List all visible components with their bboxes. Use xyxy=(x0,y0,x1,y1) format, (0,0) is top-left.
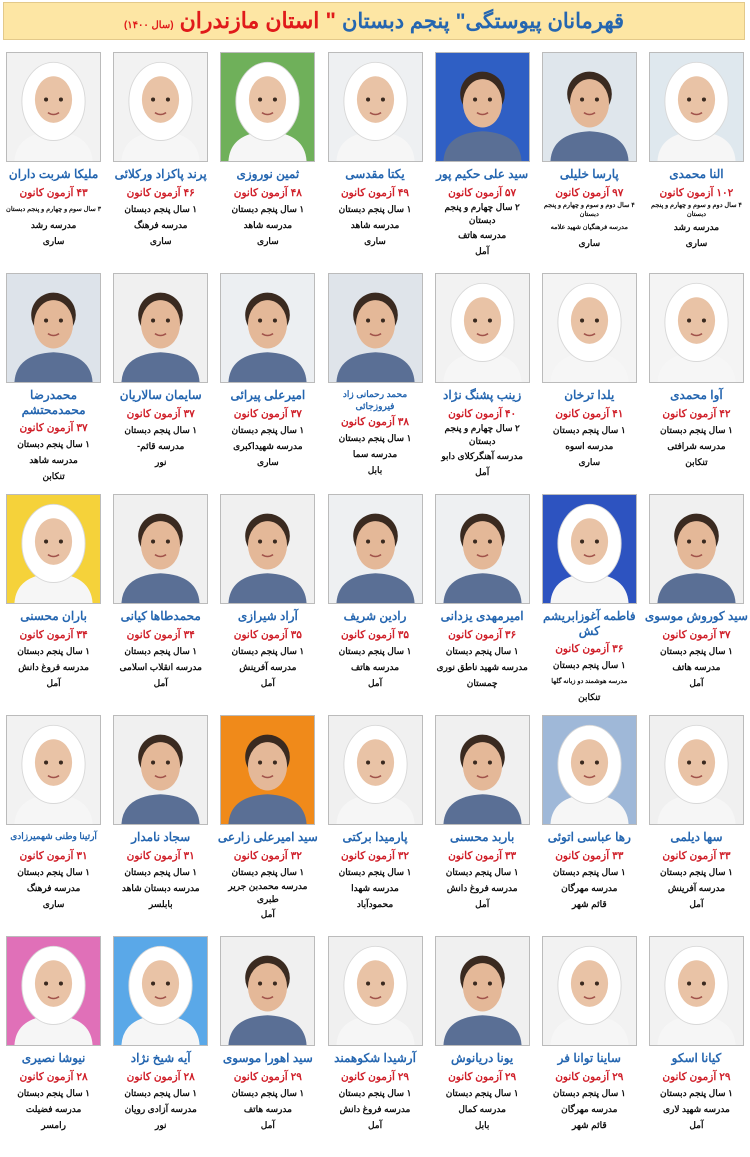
city-name: آمل xyxy=(475,898,490,909)
student-photo xyxy=(435,273,530,383)
student-name: سید کوروش موسوی xyxy=(644,609,748,623)
school-name: مدرسه فضیلت xyxy=(25,1103,82,1114)
exam-count: ۲۹ آزمون کانون xyxy=(448,1071,517,1083)
grade-years: ۱ سال پنجم دبستان xyxy=(552,1087,626,1098)
school-name: مدرسه فرهنگ xyxy=(26,882,81,893)
student-card xyxy=(643,936,750,1157)
city-name: آمل xyxy=(689,677,704,688)
student-card xyxy=(321,494,428,715)
city-name: آمل xyxy=(689,898,704,909)
city-name: رامسر xyxy=(41,1119,66,1130)
student-name: آراد شیرازی xyxy=(237,609,298,623)
exam-count: ۳۷ آزمون کانون xyxy=(19,422,88,434)
school-name: مدرسه محمدبن جریر طبری xyxy=(228,881,308,904)
student-card xyxy=(0,715,107,936)
city-name: آمل xyxy=(367,1119,383,1130)
student-photo xyxy=(542,494,637,604)
city-name: آمل xyxy=(475,245,490,256)
school-name: مدرسه مهرگان xyxy=(561,882,618,893)
student-name: یونا دریانوش xyxy=(451,1051,514,1065)
student-name: امیرعلی پیرائی xyxy=(230,388,306,402)
grade-years: ۱ سال پنجم دبستان xyxy=(17,1087,90,1098)
student-card xyxy=(536,936,643,1157)
school-name: مدرسه اسوه xyxy=(565,440,614,451)
city-name: آمل xyxy=(46,677,61,688)
student-photo xyxy=(649,273,744,383)
student-name: سید اهورا موسوی xyxy=(222,1051,313,1065)
exam-count: ۴۲ آزمون کانون xyxy=(662,408,731,420)
exam-count: ۳۶ آزمون کانون xyxy=(448,629,517,641)
student-card xyxy=(214,52,321,273)
school-name: مدرسه هوشمند دو زبانه گلها xyxy=(551,677,628,685)
student-card xyxy=(536,273,643,494)
exam-count: ۱۰۲ آزمون کانون xyxy=(659,187,734,199)
student-photo xyxy=(542,273,637,383)
student-photo xyxy=(542,715,637,825)
student-name: پارمیدا برکتی xyxy=(342,830,408,844)
school-name: مدرسه هاتف xyxy=(243,1103,292,1114)
student-card xyxy=(429,494,536,715)
student-card xyxy=(0,52,107,273)
student-photo xyxy=(435,715,530,825)
student-photo xyxy=(542,52,637,162)
student-name: رها عباسی اتوئی xyxy=(547,830,631,844)
student-card xyxy=(429,936,536,1157)
exam-count: ۴۰ آزمون کانون xyxy=(448,408,517,420)
student-name: سید علی حکیم پور xyxy=(436,167,529,181)
grade-years: ۱ سال پنجم دبستان xyxy=(124,424,198,435)
poster-title xyxy=(3,2,745,40)
exam-count: ۳۷ آزمون کانون xyxy=(233,408,302,420)
student-photo xyxy=(328,52,423,162)
school-name: مدرسه شاهد xyxy=(350,219,400,230)
school-name: مدرسه آفرینش xyxy=(239,661,297,672)
school-name: مدرسه رشد xyxy=(673,221,720,232)
student-name: ثمین نوروزی xyxy=(236,167,300,181)
city-name: ساری xyxy=(149,235,172,246)
exam-count: ۳۴ آزمون کانون xyxy=(19,629,88,641)
student-photo xyxy=(113,52,208,162)
student-name: سید امیرعلی زارعی xyxy=(217,830,318,844)
grade-years: ۱ سال پنجم دبستان xyxy=(17,438,90,449)
student-name: سجاد نامدار xyxy=(131,830,191,844)
student-photo xyxy=(328,273,423,383)
city-name: ساری xyxy=(578,456,601,467)
student-card xyxy=(429,715,536,936)
city-name: ساری xyxy=(364,235,386,246)
exam-count: ۳۲ آزمون کانون xyxy=(340,850,410,862)
student-card xyxy=(0,494,107,715)
grade-years: ۱ سال پنجم دبستان xyxy=(338,866,412,877)
student-name: محمدرضا محمدمحتشم xyxy=(21,388,86,417)
student-card xyxy=(107,52,214,273)
student-card xyxy=(643,715,750,936)
student-photo xyxy=(113,715,208,825)
grade-years: ۱ سال پنجم دبستان xyxy=(445,866,519,877)
school-name: مدرسه هاتف xyxy=(672,661,721,672)
student-name: پرند پاکزاد ورکلائی xyxy=(114,167,207,181)
city-name: محمودآباد xyxy=(356,898,394,909)
grade-years: ۱ سال پنجم دبستان xyxy=(231,1087,305,1098)
student-card xyxy=(214,273,321,494)
exam-count: ۳۶ آزمون کانون xyxy=(555,643,624,655)
student-card xyxy=(536,52,643,273)
exam-count: ۳۷ آزمون کانون xyxy=(662,629,731,641)
grade-years: ۱ سال پنجم دبستان xyxy=(124,203,198,214)
student-photo xyxy=(649,936,744,1046)
student-photo xyxy=(6,715,101,825)
exam-count: ۲۹ آزمون کانون xyxy=(233,1071,302,1083)
student-name: امیرمهدی یزدانی xyxy=(440,609,524,623)
students-grid xyxy=(0,52,750,1157)
student-name: ساینا توانا فر xyxy=(557,1051,621,1065)
city-name: بابلسر xyxy=(148,898,173,909)
student-card xyxy=(429,52,536,273)
city-name: بابل xyxy=(474,1119,490,1130)
student-card xyxy=(0,273,107,494)
grade-years: ۱ سال پنجم دبستان xyxy=(660,424,733,435)
city-name: چمستان xyxy=(466,677,498,688)
student-card xyxy=(643,273,750,494)
school-name: مدرسه هاتف xyxy=(350,661,400,672)
grade-years: ۱ سال پنجم دبستان xyxy=(552,659,626,670)
student-photo xyxy=(328,715,423,825)
school-name: مدرسه سما xyxy=(352,448,398,459)
exam-count: ۲۸ آزمون کانون xyxy=(19,1071,88,1083)
grade-years: ۲ سال چهارم و پنجم دبستان xyxy=(444,202,520,225)
student-name: سها دیلمی xyxy=(670,830,723,844)
student-name: یلدا ترخان xyxy=(564,388,615,402)
school-name: مدرسه فروغ دانش xyxy=(339,1103,411,1114)
student-card xyxy=(214,936,321,1157)
student-name: آیه شیخ نژاد xyxy=(130,1051,191,1065)
grade-years: ۱ سال پنجم دبستان xyxy=(660,645,733,656)
student-name: باران محسنی xyxy=(20,609,87,623)
student-name: آرتینا وطنی شهمیرزادی xyxy=(10,831,97,841)
exam-count: ۳۵ آزمون کانون xyxy=(233,629,302,641)
grade-years: ۱ سال پنجم دبستان xyxy=(552,424,626,435)
exam-count: ۳۲ آزمون کانون xyxy=(233,850,302,862)
city-name: ساری xyxy=(257,456,279,467)
city-name: بابل xyxy=(367,464,383,475)
student-card xyxy=(536,494,643,715)
school-name: مدرسه شهید لاری xyxy=(662,1103,730,1114)
exam-count: ۳۳ آزمون کانون xyxy=(662,850,731,862)
student-photo xyxy=(220,52,315,162)
student-photo xyxy=(542,936,637,1046)
grade-years: ۱ سال پنجم دبستان xyxy=(338,203,412,214)
city-name: آمل xyxy=(153,677,168,688)
exam-count: ۳۳ آزمون کانون xyxy=(448,850,517,862)
student-card xyxy=(321,273,428,494)
city-name: ساری xyxy=(685,237,708,248)
student-photo xyxy=(435,52,530,162)
school-name: مدرسه فرهنگیان شهید علامه xyxy=(550,223,628,231)
exam-count: ۲۹ آزمون کانون xyxy=(340,1071,410,1083)
student-photo xyxy=(649,494,744,604)
student-name: سایمان سالاریان xyxy=(119,388,202,402)
city-name: ساری xyxy=(42,235,65,246)
school-name: مدرسه کمال xyxy=(458,1103,506,1114)
exam-count: ۲۹ آزمون کانون xyxy=(555,1071,624,1083)
school-name: مدرسه آهنگرکلای دابو xyxy=(441,450,523,461)
student-card xyxy=(107,273,214,494)
exam-count: ۴۹ آزمون کانون xyxy=(340,187,410,199)
school-name: مدرسه فروغ دانش xyxy=(18,661,89,672)
exam-count: ۴۳ آزمون کانون xyxy=(19,187,88,199)
title-year: (سال ۱۴۰۰) xyxy=(123,20,174,31)
grade-years: ۱ سال پنجم دبستان xyxy=(124,645,198,656)
student-card xyxy=(214,494,321,715)
exam-count: ۵۷ آزمون کانون xyxy=(448,187,517,199)
school-name: مدرسه رشد xyxy=(30,219,77,230)
student-photo xyxy=(113,936,208,1046)
exam-count: ۴۸ آزمون کانون xyxy=(233,187,302,199)
student-photo xyxy=(113,494,208,604)
student-card xyxy=(321,715,428,936)
exam-count: ۴۶ آزمون کانون xyxy=(126,187,195,199)
city-name: ساری xyxy=(578,237,601,248)
city-name: تنکابن xyxy=(685,456,708,467)
school-name: مدرسه مهرگان xyxy=(561,1103,618,1114)
grade-years: ۱ سال پنجم دبستان xyxy=(17,866,90,877)
student-card xyxy=(107,715,214,936)
student-photo xyxy=(6,52,101,162)
student-photo xyxy=(220,273,315,383)
student-name: یکتا مقدسی xyxy=(345,167,405,181)
grade-years: ۱ سال پنجم دبستان xyxy=(124,1087,198,1098)
exam-count: ۹۷ آزمون کانون xyxy=(555,187,624,199)
city-name: آمل xyxy=(367,677,383,688)
title-part-3: " استان مازندران xyxy=(179,8,336,33)
student-name: محمدطاها کیانی xyxy=(120,609,201,623)
city-name: آمل xyxy=(260,908,275,919)
grade-years: ۱ سال پنجم دبستان xyxy=(445,645,519,656)
grade-years: ۱ سال پنجم دبستان xyxy=(231,424,305,435)
city-name: تنکابن xyxy=(578,691,601,702)
student-card xyxy=(107,936,214,1157)
grade-years: ۱ سال پنجم دبستان xyxy=(231,645,305,656)
student-card xyxy=(107,494,214,715)
school-name: مدرسه آزادی رویان xyxy=(124,1103,197,1114)
student-card xyxy=(429,273,536,494)
school-name: مدرسه شهید ناطق نوری xyxy=(436,661,528,672)
student-photo xyxy=(435,494,530,604)
student-photo xyxy=(220,494,315,604)
grade-years: ۱ سال پنجم دبستان xyxy=(231,203,305,214)
grade-years: ۴ سال دوم و سوم و چهارم و پنجم دبستان xyxy=(651,202,742,218)
school-name: مدرسه شاهد xyxy=(243,219,293,230)
student-name: پارسا خلیلی xyxy=(559,167,619,181)
exam-count: ۳۸ آزمون کانون xyxy=(340,416,410,428)
exam-count: ۲۸ آزمون کانون xyxy=(126,1071,195,1083)
school-name: مدرسه شرافتی xyxy=(667,440,726,451)
school-name: مدرسه هاتف xyxy=(458,229,507,240)
student-card xyxy=(536,715,643,936)
school-name: مدرسه آفرینش xyxy=(667,882,726,893)
city-name: نور xyxy=(154,456,167,467)
title-part-1: قهرمانان پیوستگی" xyxy=(455,9,625,33)
student-name: زینب پشنگ نژاد xyxy=(443,388,522,402)
student-name: محمد رحمانی زاد فیروزجائی xyxy=(342,389,408,411)
city-name: آمل xyxy=(260,1119,275,1130)
grade-years: ۲ سال چهارم و پنجم دبستان xyxy=(444,423,520,446)
grade-years: ۱ سال پنجم دبستان xyxy=(338,645,412,656)
student-name: کیانا اسکو xyxy=(671,1051,722,1065)
student-photo xyxy=(113,273,208,383)
student-name: ملیکا شربت داران xyxy=(8,167,99,181)
grade-years: ۴ سال دوم و سوم و چهارم و پنجم دبستان xyxy=(543,202,635,218)
exam-count: ۲۹ آزمون کانون xyxy=(662,1071,731,1083)
grade-years: ۱ سال پنجم دبستان xyxy=(17,645,90,656)
exam-count: ۳۱ آزمون کانون xyxy=(19,850,88,862)
student-name: رادین شریف xyxy=(343,609,407,623)
school-name: مدرسه شهدا xyxy=(351,882,399,893)
city-name: نور xyxy=(154,1119,167,1130)
student-card xyxy=(321,936,428,1157)
student-photo xyxy=(6,273,101,383)
city-name: ساری xyxy=(42,898,65,909)
exam-count: ۳۷ آزمون کانون xyxy=(126,408,195,420)
city-name: آمل xyxy=(260,677,275,688)
student-card xyxy=(321,52,428,273)
title-part-2: پنجم دبستان xyxy=(341,9,450,33)
exam-count: ۳۵ آزمون کانون xyxy=(340,629,410,641)
city-name: ساری xyxy=(257,235,279,246)
exam-count: ۳۴ آزمون کانون xyxy=(126,629,195,641)
grade-years: ۱ سال پنجم دبستان xyxy=(124,866,198,877)
exam-count: ۴۱ آزمون کانون xyxy=(555,408,624,420)
exam-count: ۳۳ آزمون کانون xyxy=(555,850,624,862)
student-name: نیوشا نصیری xyxy=(21,1051,86,1065)
grade-years: ۱ سال پنجم دبستان xyxy=(338,432,412,443)
school-name: مدرسه شاهد xyxy=(29,454,78,465)
student-name: آوا محمدی xyxy=(670,388,723,402)
student-name: آرشیدا شکوهمند xyxy=(334,1051,416,1065)
school-name: مدرسه انقلاب اسلامی xyxy=(119,661,202,672)
grade-years: ۱ سال پنجم دبستان xyxy=(231,866,305,877)
student-photo xyxy=(220,936,315,1046)
student-card xyxy=(214,715,321,936)
school-name: مدرسه فرهنگ xyxy=(133,219,188,230)
student-photo xyxy=(649,52,744,162)
student-photo xyxy=(220,715,315,825)
student-card xyxy=(643,52,750,273)
school-name: مدرسه فروغ دانش xyxy=(446,882,518,893)
city-name: آمل xyxy=(475,466,490,477)
exam-count: ۳۱ آزمون کانون xyxy=(126,850,195,862)
student-photo xyxy=(6,494,101,604)
grade-years: ۱ سال پنجم دبستان xyxy=(660,866,733,877)
student-photo xyxy=(435,936,530,1046)
student-photo xyxy=(328,494,423,604)
city-name: آمل xyxy=(689,1119,704,1130)
grade-years: ۱ سال پنجم دبستان xyxy=(660,1087,733,1098)
school-name: مدرسه شهیداکبری xyxy=(233,440,303,451)
student-name: فاطمه آغوزابریشم کش xyxy=(543,609,636,638)
city-name: تنکابن xyxy=(42,470,65,481)
student-photo xyxy=(6,936,101,1046)
grade-years: ۱ سال پنجم دبستان xyxy=(338,1087,412,1098)
student-card xyxy=(0,936,107,1157)
student-card xyxy=(643,494,750,715)
student-name: النا محمدی xyxy=(669,167,724,181)
city-name: قائم شهر xyxy=(571,1119,607,1130)
grade-years: ۳ سال سوم و چهارم و پنجم دبستان xyxy=(6,205,102,213)
school-name: مدرسه دبستان شاهد xyxy=(121,882,200,893)
student-photo xyxy=(328,936,423,1046)
grade-years: ۱ سال پنجم دبستان xyxy=(552,866,626,877)
school-name: مدرسه قائم- xyxy=(137,440,185,451)
student-name: باربد محسنی xyxy=(450,830,515,844)
grade-years: ۱ سال پنجم دبستان xyxy=(445,1087,519,1098)
student-photo xyxy=(649,715,744,825)
city-name: قائم شهر xyxy=(571,898,607,909)
